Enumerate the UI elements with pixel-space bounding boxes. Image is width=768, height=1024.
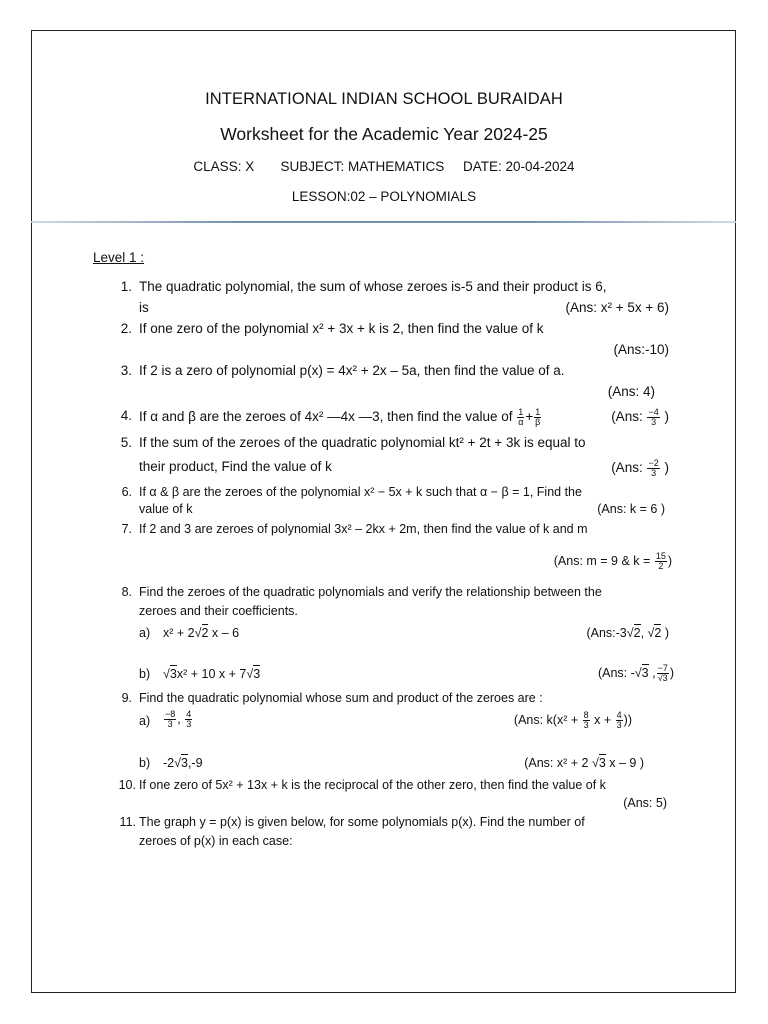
q8-number: 8.	[121, 585, 132, 599]
class-subject-date	[0, 159, 768, 174]
q9a-answer-fraction-1: $\frac{8}{3}$	[583, 710, 589, 730]
q2-number: 2.	[120, 321, 132, 336]
q7-text: If 2 and 3 are zeroes of polynomial 3x² – 2kx + 2m, then find the value of k and m	[139, 522, 588, 536]
q7-answer-fraction: $\frac{15}{2}$	[655, 551, 666, 571]
q4-number: 4.	[120, 408, 132, 423]
q2-text: If one zero of the polynomial x² + 3x + k is 2, then find the value of k	[139, 321, 544, 336]
lesson-title: LESSON:02 – POLYNOMIALS	[291, 189, 477, 204]
q9-text: Find the quadratic polynomial whose sum and product of the zeroes are :	[139, 691, 543, 705]
q5-number: 5.	[120, 435, 132, 450]
q11-number: 11.	[119, 815, 136, 829]
q8-text-cont: zeroes and their coefficients.	[139, 604, 298, 618]
q8b-answer-fraction: $\frac{-7}{√3}$	[657, 663, 668, 683]
school-name: INTERNATIONAL INDIAN SCHOOL BURAIDAH	[205, 90, 563, 108]
header-divider	[31, 221, 736, 223]
q1-text: The quadratic polynomial, the sum of whose zeroes is-5 and their product is 6,	[139, 279, 607, 294]
level-heading: Level 1 :	[93, 250, 145, 265]
q1-number: 1.	[120, 279, 132, 294]
q8a-label: a)	[139, 626, 151, 640]
q8a-answer: (Ans:-3√2, √2 )	[586, 626, 669, 640]
q5-text-cont: their product, Find the value of k	[139, 459, 332, 474]
q6-number: 6.	[121, 485, 132, 499]
q1-text-cont: is	[139, 300, 149, 315]
subject-label: SUBJECT: MATHEMATICS	[280, 159, 445, 174]
q11-text-cont: zeroes of p(x) in each case:	[139, 834, 293, 848]
q5-answer: (Ans: $\frac{-2}{3}$ )	[611, 458, 669, 478]
q9b-label: b)	[139, 756, 151, 770]
q9a-answer: (Ans: k(x² + $\frac{8}{3}$ x + $\frac{4}{3}$ ))	[513, 710, 632, 730]
q9a-fraction-2: $\frac{4}{3}$	[186, 709, 192, 729]
q8a-expression: x² + 2√2 x – 6	[163, 626, 240, 640]
q4-fraction-1: $\frac{1}{\alpha}$	[518, 407, 524, 427]
q8b-expression: √3x² + 10 x + 7√3	[163, 667, 261, 681]
q11-text: The graph y = p(x) is given below, for some polynomials p(x). Find the number of	[139, 815, 585, 829]
q2-answer: (Ans:-10)	[613, 342, 669, 357]
worksheet-title: Worksheet for the Academic Year 2024-25	[220, 124, 548, 144]
q3-answer: (Ans: 4)	[607, 384, 655, 399]
q7-answer: (Ans: m = 9 & k = $\frac{15}{2}$ )	[553, 551, 672, 571]
q9-number: 9.	[121, 691, 132, 705]
q9a-fraction-1: $\frac{-8}{3}$	[165, 709, 176, 729]
q8-text: Find the zeroes of the quadratic polynomials and verify the relationship between the	[139, 585, 602, 599]
q10-answer: (Ans: 5)	[623, 796, 667, 810]
q6-answer: (Ans: k = 6 )	[597, 502, 665, 516]
q4-answer: (Ans: $\frac{-4}{3}$ )	[611, 407, 669, 427]
q5-answer-fraction: $\frac{-2}{3}$	[648, 458, 659, 478]
q4-text-main: If α and β are the zeroes of 4x² —4x —3, then find the value of	[139, 409, 513, 425]
q10-text: If one zero of 5x² + 13x + k is the reciprocal of the other zero, then find the value of k	[139, 778, 606, 792]
q9a-values: $\frac{-8}{3}$ , $\frac{4}{3}$	[165, 709, 192, 729]
date-label: DATE: 20-04-2024	[463, 159, 575, 174]
q9b-answer: (Ans: x² + 2 √3 x – 9 )	[524, 756, 644, 770]
q4-answer-fraction: $\frac{-4}{3}$	[648, 407, 659, 427]
q5-text: If the sum of the zeroes of the quadratic polynomial kt² + 2t + 3k is equal to	[139, 435, 586, 450]
q9a-answer-fraction-2: $\frac{4}{3}$	[616, 710, 622, 730]
q4-fraction-2: $\frac{1}{\beta}$	[535, 407, 541, 427]
q10-number: 10.	[118, 778, 136, 792]
q4-text: If α and β are the zeroes of 4x² —4x —3, then find the value of $\frac{1}{\alpha}$ + $\frac{1}{\beta}$	[139, 407, 541, 427]
q3-text: If 2 is a zero of polynomial p(x) = 4x² + 2x – 5a, then find the value of a.	[139, 363, 565, 378]
q6-text-cont: value of k	[139, 502, 193, 516]
q3-number: 3.	[120, 363, 132, 378]
q9b-values: -2√3,-9	[163, 756, 203, 770]
q7-number: 7.	[121, 522, 132, 536]
q1-answer: (Ans: x² + 5x + 6)	[565, 300, 669, 315]
q9a-label: a)	[139, 714, 151, 728]
q6-text: If α & β are the zeroes of the polynomial x² − 5x + k such that α − β = 1, Find the	[139, 485, 582, 499]
q8b-answer: (Ans: -√3 , $\frac{-7}{√3}$ )	[597, 663, 674, 683]
class-label: CLASS: X	[193, 159, 255, 174]
q8b-label: b)	[139, 667, 151, 681]
